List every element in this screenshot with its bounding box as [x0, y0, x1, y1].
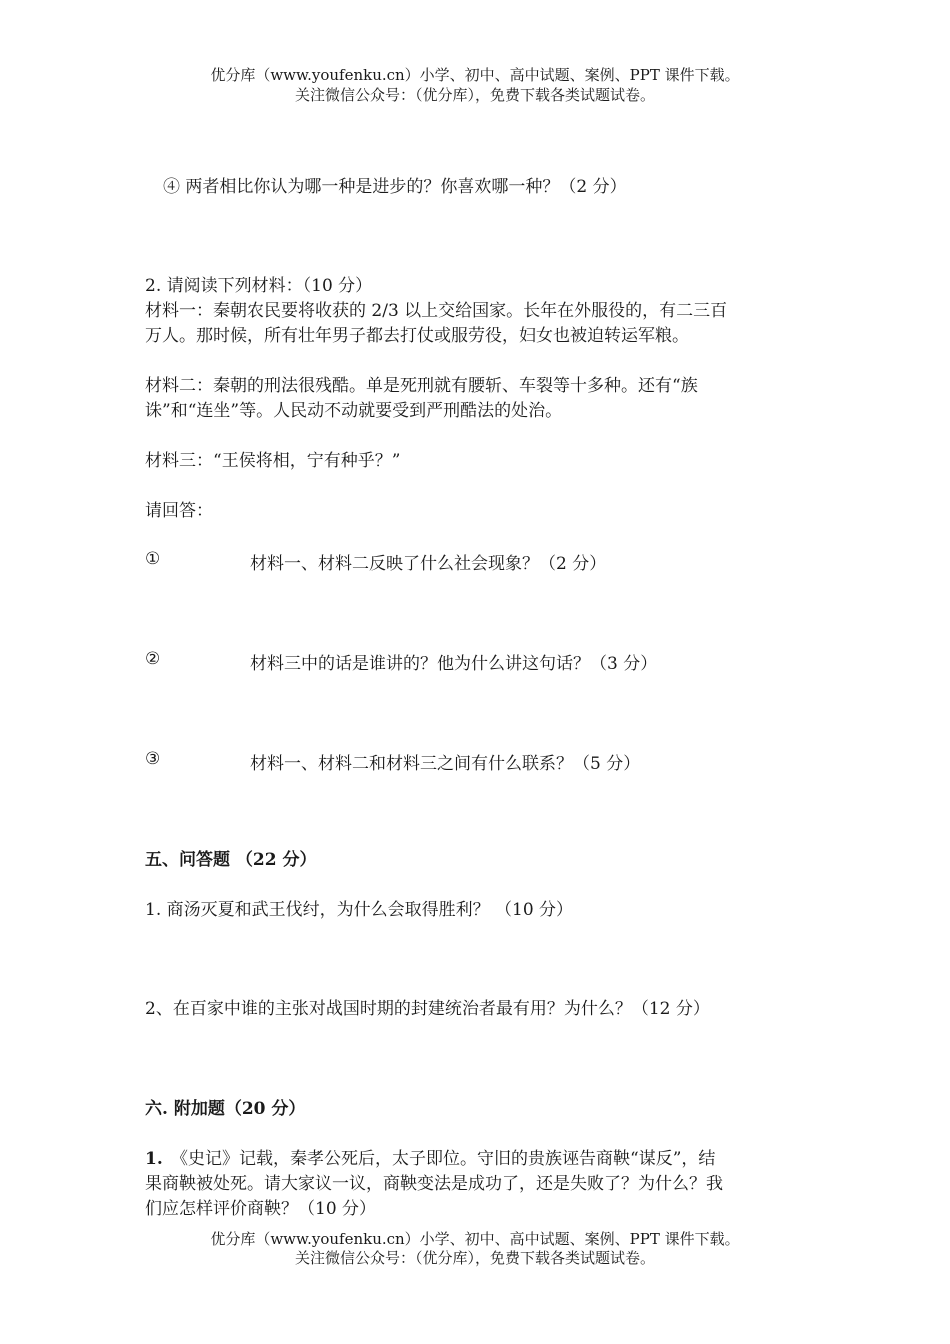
- material-2-line-2: 诛”和“连坐”等。人民动不动就要受到严刑酷法的处治。: [145, 401, 563, 421]
- section-5-question-1: 1. 商汤灭夏和武王伐纣，为什么会取得胜利？ （10 分）: [145, 900, 574, 920]
- material-1-line-1: 材料一：秦朝农民要将收获的 2/3 以上交给国家。长年在外服役的，有二三百: [145, 301, 728, 321]
- header-line-2: 关注微信公众号：（优分库），免费下载各类试题试卷。: [294, 86, 655, 104]
- question-2-title: 2. 请阅读下列材料：（10 分）: [145, 276, 373, 296]
- sub-question-2-number: ②: [145, 649, 161, 669]
- sub-question-2-text: 材料三中的话是谁讲的？他为什么讲这句话？（3 分）: [250, 654, 658, 674]
- question-4: ④ 两者相比你认为哪一种是进步的？你喜欢哪一种？（2 分）: [163, 177, 627, 197]
- footer-line-1: 优分库（www.youfenku.cn）小学、初中、高中试题、案例、PPT 课件下载。: [210, 1230, 740, 1248]
- answer-prompt: 请回答：: [145, 501, 213, 521]
- section-6-question-1-line-2: 果商鞅被处死。请大家议一议，商鞅变法是成功了，还是失败了？为什么？我: [145, 1174, 723, 1194]
- section-6-question-1-line-1: 《史记》记载，秦孝公死后，太子即位。守旧的贵族诬告商鞅“谋反”，结: [171, 1149, 716, 1169]
- material-2-line-1: 材料二：秦朝的刑法很残酷。单是死刑就有腰斩、车裂等十多种。还有“族: [145, 376, 698, 396]
- header-line-1: 优分库（www.youfenku.cn）小学、初中、高中试题、案例、PPT 课件下载。: [210, 66, 740, 84]
- sub-question-1-text: 材料一、材料二反映了什么社会现象？（2 分）: [250, 554, 607, 574]
- material-3: 材料三：“王侯将相，宁有种乎？”: [145, 451, 401, 471]
- section-5-title: 五、问答题 （22 分）: [145, 850, 317, 870]
- sub-question-3-number: ③: [145, 749, 161, 769]
- footer-line-2: 关注微信公众号：（优分库），免费下载各类试题试卷。: [294, 1249, 655, 1267]
- sub-question-1-number: ①: [145, 549, 161, 569]
- section-6-question-1-number: 1.: [145, 1149, 163, 1169]
- sub-question-3-text: 材料一、材料二和材料三之间有什么联系？（5 分）: [250, 754, 641, 774]
- material-1-line-2: 万人。那时候，所有壮年男子都去打仗或服劳役，妇女也被迫转运军粮。: [145, 326, 689, 346]
- section-5-question-2: 2、在百家中谁的主张对战国时期的封建统治者最有用？为什么？（12 分）: [145, 999, 710, 1019]
- section-6-question-1-line-3: 们应怎样评价商鞅？（10 分）: [145, 1199, 377, 1219]
- section-6-title: 六. 附加题（20 分）: [145, 1099, 306, 1119]
